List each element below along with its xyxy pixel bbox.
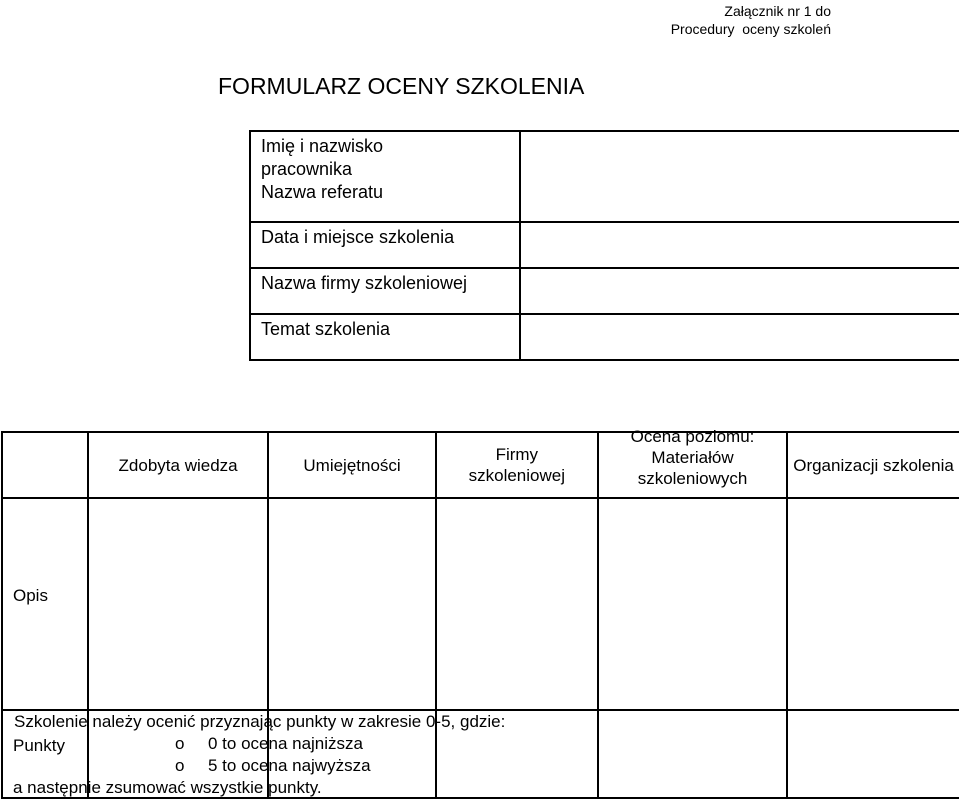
bullet-marker: o (175, 756, 185, 775)
instructions-outro: a następnie zsumować wszystkie punkty. (13, 778, 322, 797)
rating-header-organization: Organizacji szkolenia (787, 432, 959, 498)
info-value-topic[interactable] (520, 314, 959, 360)
info-value-date-place[interactable] (520, 222, 959, 268)
rating-header-company: Firmy szkoleniowej (436, 432, 598, 498)
rating-header-materials: Ocena poziomu: Materiałów szkoleniowych (598, 432, 787, 498)
info-label-date-place: Data i miejsce szkolenia (250, 222, 520, 268)
bullet-text: 0 to ocena najniższa (208, 734, 363, 753)
row-label-description: Opis (2, 498, 88, 710)
rating-header-skills: Umiejętności (268, 432, 435, 498)
rating-header-row (2, 432, 959, 498)
rating-header-knowledge: Zdobyta wiedza (88, 432, 269, 498)
rating-header-empty (2, 432, 88, 498)
bullet-text: 5 to ocena najwyższa (208, 756, 371, 775)
instructions (14, 711, 505, 799)
attachment-line-2: Procedury oceny szkoleń (670, 21, 831, 37)
description-cell-knowledge[interactable] (88, 498, 269, 710)
info-value-company[interactable] (520, 268, 959, 314)
description-cell-materials[interactable] (598, 498, 787, 710)
instructions-bullet-2 (14, 755, 505, 777)
points-cell-organization[interactable] (787, 710, 959, 798)
info-label-topic: Temat szkolenia (250, 314, 520, 360)
info-value-employee[interactable] (520, 131, 959, 222)
instructions-bullet-1 (14, 733, 505, 755)
points-cell-materials[interactable] (598, 710, 787, 798)
form-title: FORMULARZ OCENY SZKOLENIA (218, 73, 585, 99)
description-cell-skills[interactable] (268, 498, 435, 710)
attachment-note (631, 2, 831, 38)
info-row-topic (250, 314, 959, 360)
description-cell-company[interactable] (436, 498, 598, 710)
instructions-intro: Szkolenie należy ocenić przyznając punkty w zakresie 0-5, gdzie: (14, 712, 506, 731)
info-label-company: Nazwa firmy szkoleniowej (250, 268, 520, 314)
info-row-date-place (250, 222, 959, 268)
rating-row-description (2, 498, 959, 710)
description-cell-organization[interactable] (787, 498, 959, 710)
info-row-company (250, 268, 959, 314)
attachment-line-1: Załącznik nr 1 do (724, 3, 831, 19)
row-label-points: Punkty (2, 710, 88, 798)
bullet-marker: o (175, 734, 185, 753)
employee-info-table (249, 130, 959, 361)
info-row-employee (250, 131, 959, 222)
rating-group-header: Ocena poziomu: (630, 427, 755, 446)
info-label-employee: Imię i nazwisko pracownika Nazwa referatu (250, 131, 520, 222)
